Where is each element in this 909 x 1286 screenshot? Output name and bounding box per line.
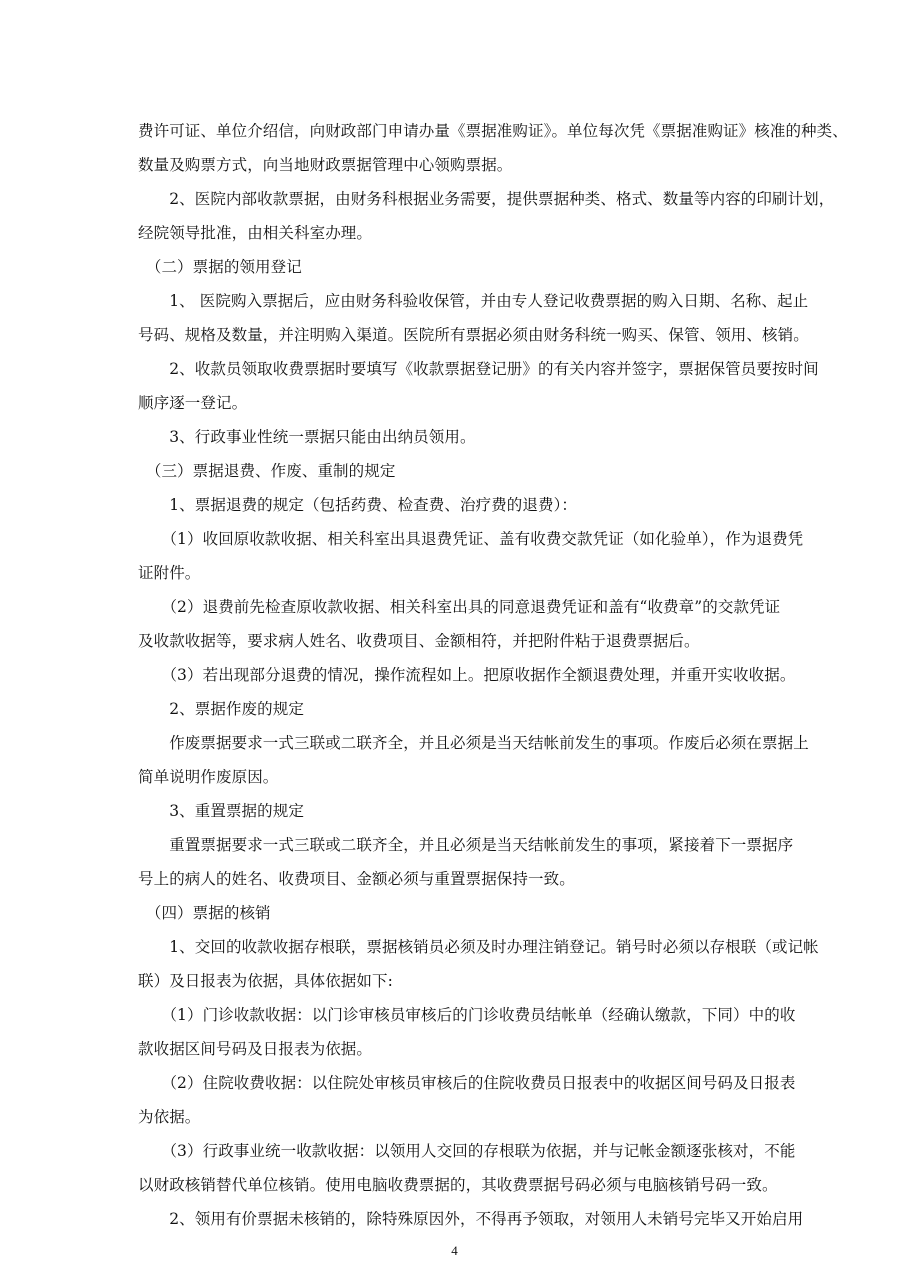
text-line: 3、重置票据的规定: [138, 802, 304, 820]
text-line: 费许可证、单位介绍信，向财政部门申请办量《票据准购证》。单位每次凭《票据准购证》核准的种类、: [138, 122, 848, 140]
text-line: 顺序逐一登记。: [138, 394, 248, 412]
text-line: 及收款收据等，要求病人姓名、收费项目、金额相符，并把附件粘于退费票据后。: [138, 632, 700, 650]
section-heading: （四）票据的核销: [138, 904, 271, 922]
text-line: 数量及购票方式，向当地财政票据管理中心领购票据。: [138, 156, 513, 174]
section-heading: （三）票据退费、作废、重制的规定: [138, 462, 396, 480]
text-line: 联）及日报表为依据，具体依据如下:: [138, 972, 393, 990]
text-line: 1、交回的收款收据存根联，票据核销员必须及时办理注销登记。销号时必须以存根联（或记帐: [138, 938, 819, 956]
text-line: 重置票据要求一式三联或二联齐全，并且必须是当天结帐前发生的事项，紧接着下一票据序: [138, 836, 794, 854]
text-line: 号上的病人的姓名、收费项目、金额必须与重置票据保持一致。: [138, 870, 575, 888]
text-line: 简单说明作废原因。: [138, 768, 279, 786]
text-line: 2、票据作废的规定: [138, 700, 304, 718]
text-line: （3）若出现部分退费的情况，操作流程如上。把原收据作全额退费处理，并重开实收收据。: [138, 666, 796, 684]
text-line: 作废票据要求一式三联或二联齐全，并且必须是当天结帐前发生的事项。作废后必须在票据上: [138, 734, 809, 752]
text-line: 1、票据退费的规定（包括药费、检查费、治疗费的退费）：: [138, 496, 578, 514]
text-line: （1）收回原收款收据、相关科室出具退费凭证、盖有收费交款凭证（如化验单），作为退费凭: [138, 530, 804, 548]
text-line: 以财政核销替代单位核销。使用电脑收费票据的，其收费票据号码必须与电脑核销号码一致。: [138, 1176, 778, 1194]
text-line: （2）退费前先检查原收款收据、相关科室出具的同意退费凭证和盖有“收费章”的交款凭证: [138, 598, 781, 616]
text-line: 款收据区间号码及日报表为依据。: [138, 1040, 373, 1058]
text-line: 2、收款员领取收费票据时要填写《收款票据登记册》的有关内容并签字，票据保管员要按时间: [138, 360, 819, 378]
text-line: 证附件。: [138, 564, 201, 582]
text-line: （2）住院收费收据：以住院处审核员审核后的住院收费员日报表中的收据区间号码及日报表: [138, 1074, 796, 1092]
text-line: 号码、规格及数量，并注明购入渠道。医院所有票据必须由财务科统一购买、保管、领用、核销。: [138, 326, 809, 344]
page-number: 4: [451, 1243, 458, 1258]
text-line: （3）行政事业统一收款收据：以领用人交回的存根联为依据，并与记帐金额逐张核对，不能: [138, 1142, 796, 1160]
text-line: 1、 医院购入票据后，应由财务科验收保管，并由专人登记收费票据的购入日期、名称、起止: [138, 292, 809, 310]
text-line: 3、行政事业性统一票据只能由出纳员领用。: [138, 428, 476, 446]
text-line: （1）门诊收款收据：以门诊审核员审核后的门诊收费员结帐单（经确认缴款，下同）中的收: [138, 1006, 796, 1024]
section-heading: （二）票据的领用登记: [138, 258, 302, 276]
text-line: 2、医院内部收款票据，由财务科根据业务需要，提供票据种类、格式、数量等内容的印刷计划，: [138, 190, 835, 208]
text-line: 经院领导批准，由相关科室办理。: [138, 224, 373, 242]
text-line: 2、领用有价票据未核销的，除特殊原因外，不得再予领取，对领用人未销号完毕又开始启用: [138, 1210, 804, 1228]
text-line: 为依据。: [138, 1108, 201, 1126]
